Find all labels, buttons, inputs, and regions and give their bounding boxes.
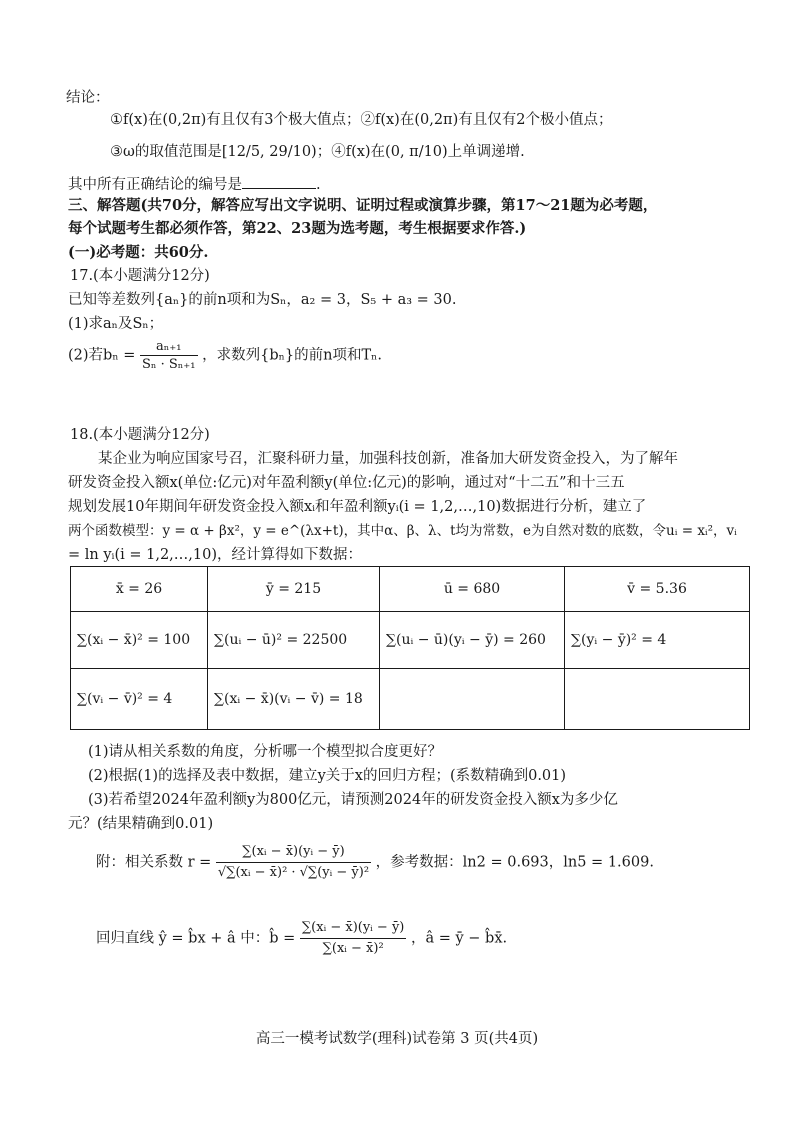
q18-part1: (1)请从相关系数的角度，分析哪一个模型拟合度更好？: [88, 744, 443, 760]
table-cell: ∑(xᵢ − x̄)(vᵢ − v̄) = 18: [208, 669, 380, 730]
q17-header: 17.(本小题满分12分): [70, 268, 210, 284]
q17-part2: (2)若bₙ = $\frac{\text{aₙ₊₁}}{\text{Sₙ · Sₙ₊₁}}$ ，求数列{bₙ}的前n项和Tₙ.: [68, 339, 383, 372]
reference-data: ，参考数据：ln2 = 0.693，ln5 = 1.609.: [375, 854, 654, 871]
regression-formula: 回归直线 ŷ = b̂x + â 中：b̂ = $\frac{\text{∑(xᵢ − x̄)(yᵢ − ȳ)}}{\text{∑(xᵢ − x̄)²}}$ ，â = ȳ − b̂x̄.: [96, 918, 507, 959]
table-cell: ∑(uᵢ − ū)² = 22500: [208, 612, 380, 669]
r-fraction: $\frac{\text{∑(xᵢ − x̄)(yᵢ − ȳ)}}{\text{√∑(xᵢ − x̄)² · √∑(yᵢ − ȳ)²}}$: [217, 844, 370, 880]
required-questions-note: (一)必考题：共60分.: [68, 244, 209, 261]
q18-part3-cont: 元？(结果精确到0.01): [68, 816, 214, 832]
table-cell: x̄ = 26: [71, 567, 208, 612]
table-row: [71, 612, 750, 669]
table-cell: ∑(uᵢ − ū)(yᵢ − ȳ) = 260: [380, 612, 565, 669]
statistics-table: [70, 566, 750, 730]
q18-part2: (2)根据(1)的选择及表中数据，建立y关于x的回归方程；(系数精确到0.01): [88, 768, 567, 784]
table-cell: v̄ = 5.36: [565, 567, 750, 612]
q17-stem: 已知等差数列{aₙ}的前n项和为Sₙ，a₂ = 3，S₅ + a₃ = 30.: [68, 292, 457, 308]
table-row: [71, 669, 750, 730]
table-cell: ∑(yᵢ − ȳ)² = 4: [565, 612, 750, 669]
correlation-formula: 附：相关系数 r = $\frac{\text{∑(xᵢ − x̄)(yᵢ − ȳ)}}{\text{√∑(xᵢ − x̄)² · √∑(yᵢ − ȳ)²}}$ ，参考数据：ln2 = 0.693，ln5 = 1.609.: [96, 842, 654, 883]
conclusion-items-1-2: ①f(x)在(0,2π)有且仅有3个极大值点；②f(x)在(0,2π)有且仅有2个极小值点；: [110, 112, 613, 128]
page-footer: 高三一模考试数学(理科)试卷第 3 页(共4页): [255, 1031, 539, 1047]
section3-title-line2: 每个试题考生都必须作答，第22、23题为选考题，考生根据要求作答.): [68, 220, 527, 237]
q18-stem-line2: 研发资金投入额x(单位:亿元)对年盈利额y(单位:亿元)的影响，通过对“十二五”和十三五: [68, 475, 625, 491]
q18-stem-line3: 规划发展10年期间年研发资金投入额xᵢ和年盈利额yᵢ(i = 1,2,…,10)数据进行分析，建立了: [68, 499, 647, 515]
q18-part3: (3)若希望2024年盈利额y为800亿元，请预测2024年的研发资金投入额x为多少亿: [88, 792, 618, 808]
q18-stem-line5: = ln yᵢ(i = 1,2,…,10)，经计算得如下数据：: [68, 547, 362, 563]
fill-in-question: 其中所有正确结论的编号是 .: [68, 173, 321, 195]
section3-title-line1: 三、解答题(共70分，解答应写出文字说明、证明过程或演算步骤，第17～21题为必考题，: [68, 197, 658, 214]
table-cell: ∑(xᵢ − x̄)² = 100: [71, 612, 208, 669]
fill-in-question-text: 其中所有正确结论的编号是: [68, 177, 242, 193]
table-row: [71, 567, 750, 612]
table-cell: ȳ = 215: [208, 567, 380, 612]
q18-header: 18.(本小题满分12分): [70, 427, 210, 443]
conclusion-heading: 结论：: [66, 90, 110, 106]
table-cell: ∑(vᵢ − v̄)² = 4: [71, 669, 208, 730]
q17-fraction: $\frac{\text{aₙ₊₁}}{\text{Sₙ · Sₙ₊₁}}$: [141, 339, 196, 372]
table-cell: ū = 680: [380, 567, 565, 612]
b-fraction: $\frac{\text{∑(xᵢ − x̄)(yᵢ − ȳ)}}{\text{∑(xᵢ − x̄)²}}$: [301, 920, 405, 956]
q18-stem-line1: 某企业为响应国家号召，汇聚科研力量，加强科技创新，准备加大研发资金投入，为了解年: [98, 451, 678, 467]
q17-part1: (1)求aₙ及Sₙ；: [68, 316, 164, 332]
answer-blank: [242, 173, 316, 189]
table-cell: [380, 669, 565, 730]
table-cell: [565, 669, 750, 730]
q18-stem-line4: 两个函数模型：y = α + βx²，y = e^(λx+t)，其中α、β、λ、t均为常数，e为自然对数的底数，令uᵢ = xᵢ²，vᵢ: [68, 523, 737, 539]
conclusion-items-3-4: ③ω的取值范围是[12/5, 29/10)；④f(x)在(0, π/10)上单调递增.: [110, 144, 525, 160]
